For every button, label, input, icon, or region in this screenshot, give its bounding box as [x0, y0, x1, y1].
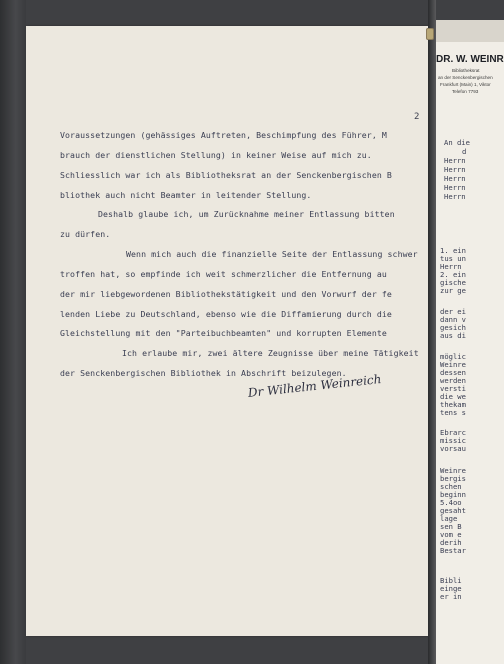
- body-line: gesich: [440, 323, 466, 332]
- body-line: Gleichstellung mit den "Parteibuchbeamten" und korrupten Elemente: [60, 328, 387, 338]
- body-line: tens s: [440, 408, 466, 417]
- body-line: Herrn: [444, 183, 466, 192]
- body-line: dessen: [440, 368, 466, 377]
- body-line: der mir liebgewordenen Bibliothekstätigkeit und den Vorwurf der fe: [60, 289, 392, 299]
- body-line: Deshalb glaube ich, um Zurücknahme meiner Entlassung bitten: [98, 209, 395, 219]
- body-line: d: [462, 147, 467, 156]
- letterhead-line: an der Senckenbergischen: [438, 75, 493, 80]
- body-line: schen: [440, 482, 462, 491]
- body-line: Weinre: [440, 360, 466, 369]
- body-line: möglic: [440, 352, 466, 361]
- body-line: Bibli: [440, 576, 462, 585]
- body-line: An die: [444, 138, 470, 147]
- page-top-strip: [436, 20, 504, 42]
- body-line: troffen hat, so empfinde ich weit schmerzlicher die Entfernung au: [60, 269, 387, 279]
- body-line: Voraussetzungen (gehässiges Auftreten, Beschimpfung des Führer, M: [60, 130, 387, 140]
- body-line: dann v: [440, 315, 466, 324]
- page-fold-shadow: [428, 0, 436, 664]
- body-line: sen B: [440, 522, 462, 531]
- book-spine-shadow: [0, 0, 26, 664]
- body-line: thekam: [440, 400, 466, 409]
- body-line: lage: [440, 514, 458, 523]
- body-line: zur ge: [440, 286, 466, 295]
- body-line: gesaht: [440, 506, 466, 515]
- right-letterhead-page: [436, 20, 504, 664]
- body-line: Herrn: [440, 262, 462, 271]
- body-line: die we: [440, 392, 466, 401]
- body-line: bliothek auch nicht Beamter in leitender Stellung.: [60, 190, 312, 200]
- letterhead-line: Bibliotheksrat: [452, 68, 480, 73]
- body-line: lenden Liebe zu Deutschland, ebenso wie die Diffamierung durch die: [60, 309, 392, 319]
- body-line: Herrn: [444, 192, 466, 201]
- handwritten-signature: Dr Wilhelm Weinreich: [247, 372, 382, 400]
- body-line: vom e: [440, 530, 462, 539]
- body-line: Weinre: [440, 466, 466, 475]
- letterhead-line: Frankfurt (Main) 1, Viktor: [440, 82, 491, 87]
- body-line: brauch der dienstlichen Stellung) in keiner Weise auf mich zu.: [60, 150, 372, 160]
- body-line: 5.4oo: [440, 498, 462, 507]
- body-line: Herrn: [444, 156, 466, 165]
- body-line: einge: [440, 584, 462, 593]
- left-document-page: [26, 26, 428, 636]
- body-line: vorsau: [440, 444, 466, 453]
- body-line: er in: [440, 592, 462, 601]
- body-line: Herrn: [444, 165, 466, 174]
- body-line: 2. ein: [440, 270, 466, 279]
- body-line: Ebrarc: [440, 428, 466, 437]
- body-line: werden: [440, 376, 466, 385]
- body-line: missic: [440, 436, 466, 445]
- paper-clip: [426, 28, 434, 40]
- letterhead-name: DR. W. WEINR: [436, 54, 504, 65]
- body-line: beginn: [440, 490, 466, 499]
- letterhead-line: Telefon 7793: [452, 89, 479, 94]
- body-line: bergis: [440, 474, 466, 483]
- body-line: aus di: [440, 331, 466, 340]
- body-line: versti: [440, 384, 466, 393]
- body-line: zu dürfen.: [60, 229, 111, 239]
- body-line: gische: [440, 278, 466, 287]
- body-line: tus un: [440, 254, 466, 263]
- body-line: der ei: [440, 307, 466, 316]
- body-line: Schliesslich war ich als Bibliotheksrat an der Senckenbergischen B: [60, 170, 392, 180]
- body-line: Herrn: [444, 174, 466, 183]
- body-line: Bestar: [440, 546, 466, 555]
- body-line: Ich erlaube mir, zwei ältere Zeugnisse über meine Tätigkeit: [122, 348, 419, 358]
- body-line: Wenn mich auch die finanzielle Seite der Entlassung schwer: [126, 249, 418, 259]
- body-line: der Senckenbergischen Bibliothek in Abschrift beizulegen.: [60, 368, 347, 378]
- body-line: derih: [440, 538, 462, 547]
- page-number: 2: [414, 112, 420, 122]
- body-line: 1. ein: [440, 246, 466, 255]
